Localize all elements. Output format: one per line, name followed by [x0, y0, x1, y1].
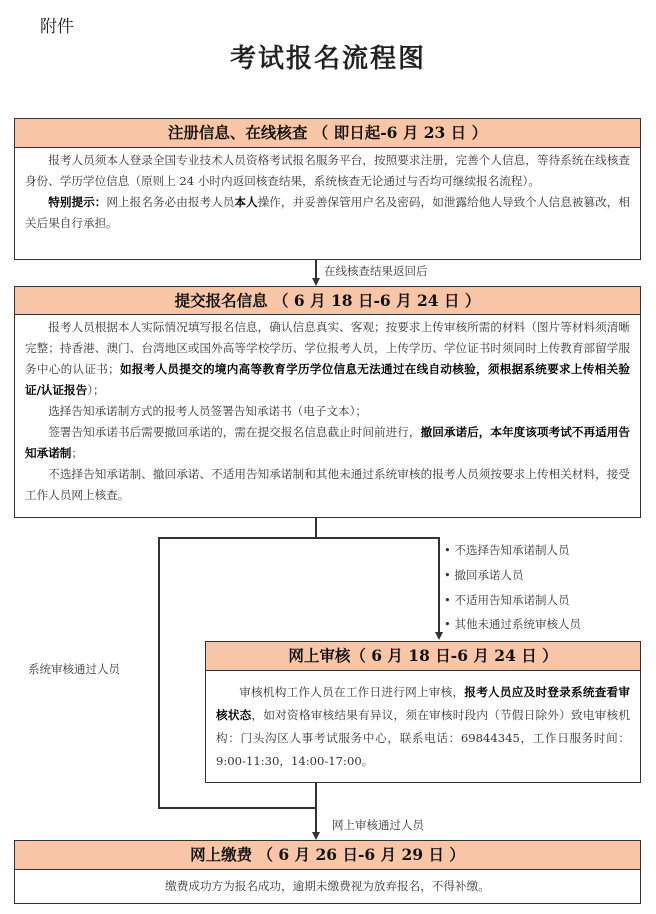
step3-text-a: 审核机构工作人员在工作日进行网上审核， [239, 685, 465, 699]
step2-text-d: 签署告知承诺书后需要撤回承诺的，需在提交报名信息截止时间前进行， [48, 425, 421, 439]
step2-text-c: ）； [87, 383, 105, 397]
step4-box [14, 840, 641, 904]
step3-paragraph-1 [216, 681, 630, 773]
branch-item-4: • 其他未通过系统审核人员 [444, 617, 581, 631]
left-branch-label: 系统审核通过人员 [28, 662, 120, 676]
step2-bold-a: 如报考人员提交的境内高等教育学历学位信息无法通过在线自动核验，须根据系统要求上传相关验证/认证报告 [25, 362, 630, 397]
arrow-to-step3 [435, 632, 443, 640]
step3-body [206, 671, 640, 773]
connector-1-2 [315, 260, 317, 280]
step3-box [205, 641, 641, 783]
step4-body [15, 870, 640, 897]
label-step3-to-step4: 网上审核通过人员 [332, 818, 424, 832]
step3-header: 网上审核（ 6 月 18 日-6 月 24 日 ） [206, 642, 640, 671]
attachment-label: 附件 [40, 17, 74, 37]
step3-bold: 报考人员应及时登录系统查看审核状态 [216, 685, 630, 722]
step1-body [15, 148, 640, 234]
connector-3-4 [315, 783, 317, 833]
connector-left-vertical [158, 537, 160, 808]
label-step1-to-step2: 在线核查结果返回后 [324, 264, 428, 278]
step2-text-e: ； [71, 446, 83, 460]
step1-notice-text-b: 操作，并妥善保管用户名及密码，如泄露给他人导致个人信息被篡改，相关后果自行承担。 [25, 195, 630, 230]
step2-box [14, 286, 641, 518]
connector-right-vertical [438, 537, 440, 633]
step1-notice-bold: 本人 [234, 195, 258, 209]
branch-item-2: • 撤回承诺人员 [444, 568, 524, 582]
step1-paragraph-1: 报考人员须本人登录全国专业技术人员资格考试报名服务平台，按照要求注册，完善个人信息，等待系统在线核查身份、学历学位信息（原则上 24 小时内返回核查结果，系统核查无论通过与否均可继续报名流程）。 [25, 153, 630, 188]
step2-paragraph-4: 不选择告知承诺制、撤回承诺、不适用告知承诺制和其他未通过系统审核的报考人员须按要求上传相关材料，接受工作人员网上核查。 [25, 467, 630, 502]
arrow-1-2 [312, 278, 320, 286]
branch-item-3: • 不适用告知承诺制人员 [444, 593, 570, 607]
step1-header: 注册信息、在线核查 （ 即日起-6 月 23 日 ） [15, 119, 640, 148]
connector-2-horizontal [158, 537, 439, 539]
step2-paragraph-1 [25, 317, 630, 401]
connector-2-down [315, 518, 317, 538]
step1-notice-text-a: 网上报名务必由报考人员 [106, 195, 235, 209]
step3-text-c: ，如对资格审核结果有异议，须在审核时段内（节假日除外）致电审核机构：门头沟区人事考试服务中心，联系电话：69844345，工作日服务时间：9:00-11:30，14:00-17:00。 [216, 708, 630, 768]
step2-text-a: 报考人员根据本人实际情况填写报名信息，确认信息真实、客观；按要求上传审核所需的材料（图片等材料须清晰完整；持香港、澳门、台湾地区或国外高等学校学历、学位报考人员，上传学历、学位证书时须同时上传教育部留学服务中心的认证书； [25, 320, 630, 376]
step2-paragraph-3 [25, 422, 630, 464]
step2-body [15, 315, 640, 506]
step2-bold-b: 撤回承诺后，本年度该项考试不再适用告知承诺制 [25, 425, 630, 460]
connector-left-return [158, 807, 316, 809]
step4-text: 缴费成功方为报名成功，逾期未缴费视为放弃报名，不得补缴。 [165, 879, 490, 893]
arrow-3-4 [312, 832, 320, 840]
step1-box [14, 118, 641, 260]
step1-paragraph-2 [25, 192, 630, 234]
special-notice-label: 特别提示： [48, 195, 107, 209]
page-title: 考试报名流程图 [229, 44, 426, 74]
branch-item-1: • 不选择告知承诺制人员 [444, 543, 570, 557]
step2-header: 提交报名信息 （ 6 月 18 日-6 月 24 日 ） [15, 287, 640, 315]
step2-paragraph-2: 选择告知承诺制方式的报考人员签署告知承诺书（电子文本）； [48, 404, 368, 418]
step4-header: 网上缴费 （ 6 月 26 日-6 月 29 日 ） [15, 841, 640, 870]
